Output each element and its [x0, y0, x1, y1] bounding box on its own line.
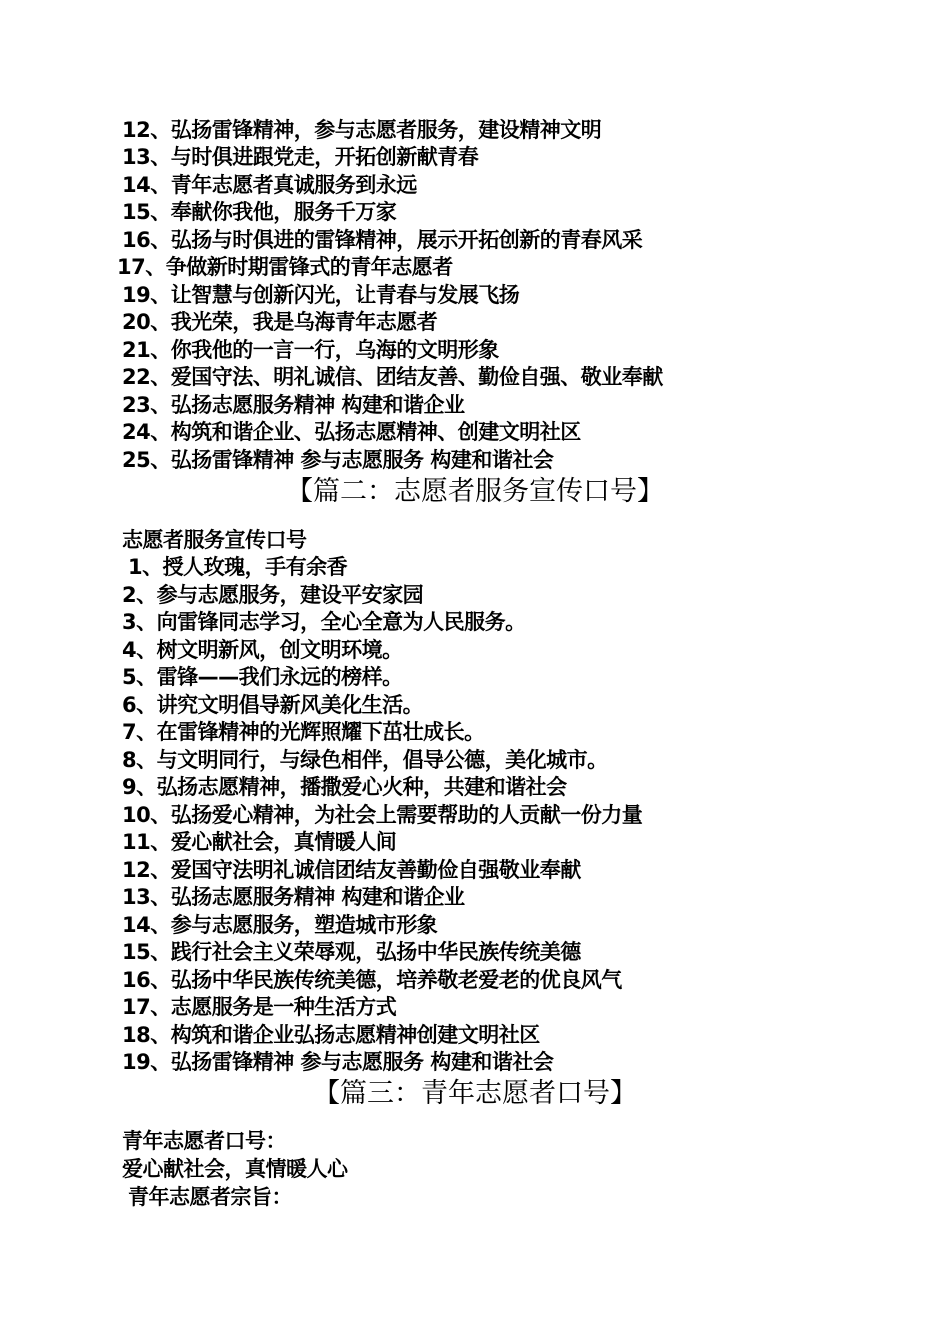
section-subtitle: 志愿者服务宣传口号 [122, 528, 307, 552]
slogan-item: 8、与文明同行，与绿色相伴，倡导公德，美化城市。 [122, 748, 608, 772]
slogan-item: 23、弘扬志愿服务精神 构建和谐企业 [122, 393, 465, 417]
slogan-item: 25、弘扬雷锋精神 参与志愿服务 构建和谐社会 [122, 448, 554, 472]
slogan-item: 11、爱心献社会，真情暖人间 [122, 830, 397, 854]
slogan-item: 17、争做新时期雷锋式的青年志愿者 [117, 255, 453, 279]
slogan-item: 22、爱国守法、明礼诚信、团结友善、勤俭自强、敬业奉献 [122, 365, 663, 389]
slogan-item: 15、奉献你我他，服务千万家 [122, 200, 397, 224]
slogan-item: 12、弘扬雷锋精神，参与志愿者服务，建设精神文明 [122, 118, 602, 142]
slogan-item: 7、在雷锋精神的光辉照耀下茁壮成长。 [122, 720, 485, 744]
slogan-item: 5、雷锋——我们永远的榜样。 [122, 665, 403, 689]
text-line: 青年志愿者宗旨： [128, 1185, 292, 1209]
slogan-item: 19、让智慧与创新闪光，让青春与发展飞扬 [122, 283, 520, 307]
slogan-item: 15、践行社会主义荣辱观，弘扬中华民族传统美德 [122, 940, 581, 964]
slogan-item: 9、弘扬志愿精神，播撒爱心火种，共建和谐社会 [122, 775, 567, 799]
slogan-item: 13、弘扬志愿服务精神 构建和谐企业 [122, 885, 465, 909]
text-line: 爱心献社会，真情暖人心 [122, 1157, 348, 1181]
slogan-item: 21、你我他的一言一行，乌海的文明形象 [122, 338, 499, 362]
slogan-item: 19、弘扬雷锋精神 参与志愿服务 构建和谐社会 [122, 1050, 554, 1074]
slogan-item: 14、青年志愿者真诚服务到永远 [122, 173, 417, 197]
slogan-item: 17、志愿服务是一种生活方式 [122, 995, 397, 1019]
slogan-item: 13、与时俱进跟党走，开拓创新献青春 [122, 145, 479, 169]
section-heading: 【篇三：青年志愿者口号】 [313, 1078, 637, 1109]
slogan-item: 12、爱国守法明礼诚信团结友善勤俭自强敬业奉献 [122, 858, 581, 882]
slogan-item: 14、参与志愿服务，塑造城市形象 [122, 913, 438, 937]
slogan-item: 1、授人玫瑰，手有余香 [128, 555, 348, 579]
text-line: 青年志愿者口号： [122, 1129, 286, 1153]
slogan-item: 4、树文明新风，创文明环境。 [122, 638, 403, 662]
slogan-item: 2、参与志愿服务，建设平安家园 [122, 583, 424, 607]
slogan-item: 10、弘扬爱心精神，为社会上需要帮助的人贡献一份力量 [122, 803, 643, 827]
slogan-item: 6、讲究文明倡导新风美化生活。 [122, 693, 424, 717]
slogan-item: 16、弘扬与时俱进的雷锋精神，展示开拓创新的青春风采 [122, 228, 643, 252]
slogan-item: 16、弘扬中华民族传统美德，培养敬老爱老的优良风气 [122, 968, 622, 992]
slogan-item: 24、构筑和谐企业、弘扬志愿精神、创建文明社区 [122, 420, 581, 444]
slogan-item: 20、我光荣，我是乌海青年志愿者 [122, 310, 438, 334]
section-heading: 【篇二：志愿者服务宣传口号】 [286, 476, 664, 507]
slogan-item: 3、向雷锋同志学习，全心全意为人民服务。 [122, 610, 526, 634]
slogan-item: 18、构筑和谐企业弘扬志愿精神创建文明社区 [122, 1023, 540, 1047]
